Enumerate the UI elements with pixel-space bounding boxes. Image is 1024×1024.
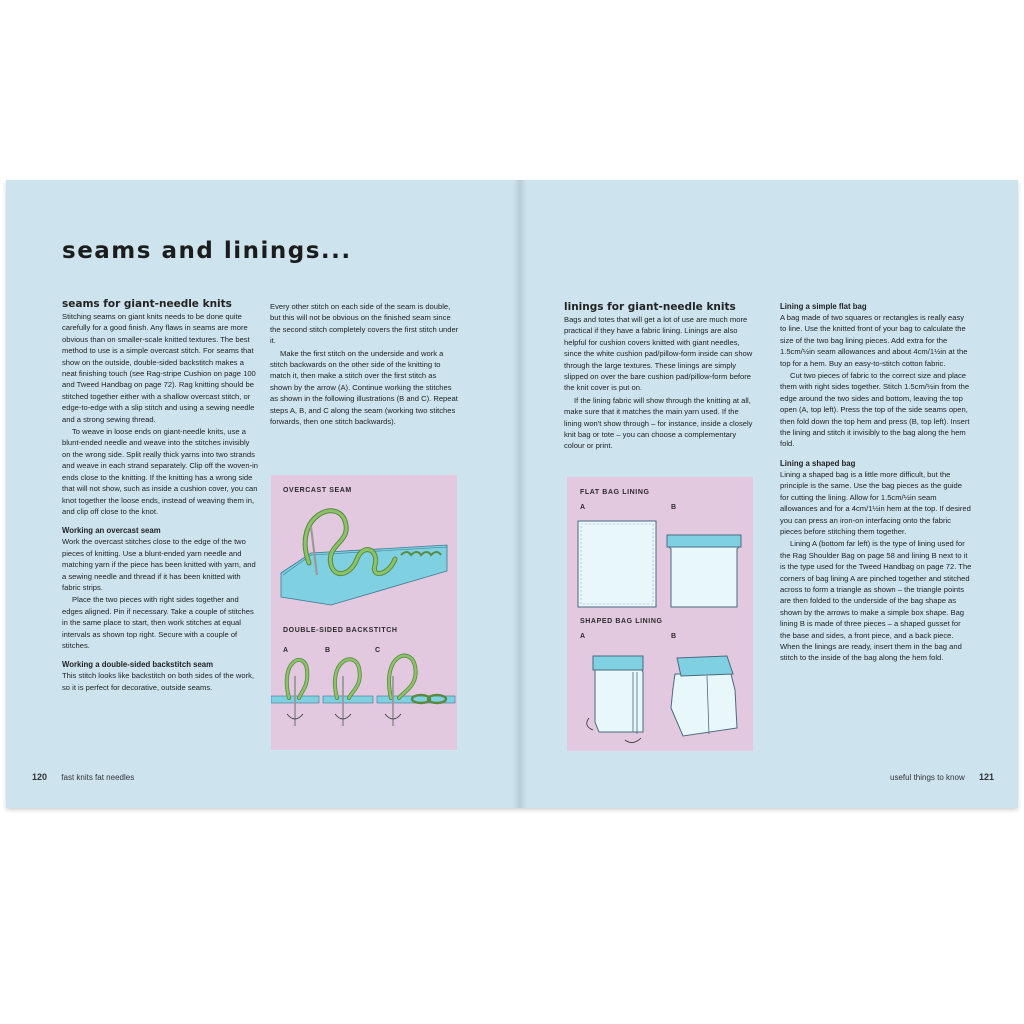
paragraph: If the lining fabric will show through the knitting at all, make sure that it matches the main yarn used. If the lining won't show through – for instance, inside a closely knit bag or tote – you can choose a complementary colour or print. (564, 395, 753, 451)
shaped-bag-illustration (567, 632, 753, 752)
flat-bag-lining-label: FLAT BAG LINING (580, 489, 650, 496)
right-column-1 (564, 301, 754, 452)
left-page (6, 180, 516, 808)
paragraph: Place the two pieces with right sides together and edges aligned. Pin if necessary. Take a couple of stitches in the same place to start, then work stitches at equal intervals as shown top right. Secure with a couple of stitches. (62, 595, 254, 650)
backstitch-illustration (271, 630, 457, 750)
section-heading-linings: linings for giant-needle knits (564, 301, 736, 313)
paragraph: Make the first stitch on the underside and work a stitch backwards on the other side of the knitting to match it, then make a stitch over the first stitch as shown by the arrow (A). Continue working the stitches as shown in the following illustrations (B and C). Repeat steps A, B, and C along the seam (working two stitches forwards, then one stitch backwards). (270, 348, 458, 427)
left-page-number: 120 (32, 772, 48, 782)
paragraph: Work the overcast stitches close to the edge of the two pieces of knitting. Use a blunt-ended yarn needle and matching yarn if the piece has been knitted with yarn, and a sewing needle and thread if it has been knitted with fabric strips. (62, 537, 256, 592)
subheading-overcast: Working an overcast seam (62, 526, 161, 536)
subheading-shaped-bag: Lining a shaped bag (780, 458, 856, 468)
lining-illustration-panel (567, 477, 753, 751)
paragraph: Every other stitch on each side of the seam is double, but this will not be obvious on the finished seam since the second stitch completely covers the first stitch under it. (270, 302, 459, 346)
paragraph: Cut two pieces of fabric to the correct size and place them with right sides together. Stitch 1.5cm/½in from the edge around the two sides and bottom, leaving the top open (A, top left). Press the top of the side seams open, then fold down the top hem and press (B, top left). Insert the lining and stitch it invisibly to the bag along the hem fold. (780, 371, 970, 449)
right-footer (890, 772, 994, 782)
shaped-bag-lining-label: SHAPED BAG LINING (580, 618, 663, 625)
backstitch-label: DOUBLE-SIDED BACKSTITCH (283, 627, 398, 634)
section-heading-seams: seams for giant-needle knits (62, 298, 232, 310)
flat-b-label: B (671, 504, 677, 511)
paragraph: A bag made of two squares or rectangles is really easy to line. Use the knitted front of your bag to calculate the size of the two bag lining pieces. Add extra for the 1.5cm/½in seam allowances and about 4cm/1½in at the top for a hem. Buy an easy-to-stitch cotton fabric. (780, 313, 968, 368)
subheading-flat-bag: Lining a simple flat bag (780, 302, 867, 311)
page-title: seams and linings... (62, 238, 352, 264)
right-running-title: useful things to know (890, 773, 965, 782)
paragraph: Lining A (bottom far left) is the type of lining used for the Rag Shoulder Bag on page 58 and lining B next to it is the type used for the Tweed Handbag on page 72. The corners of bag lining A are pinched together and stitched across to form a triangle as shown – the triangle points are then folded to the underside of the bag shape as shown by the arrows to make a simple box shape. Bag lining B is made of three pieces – a shaped gusset for the base and sides, a front piece, and a back piece. When the linings are ready, insert them in the bag and stitch to the inside of the bag along the hem fold. (780, 539, 972, 663)
left-column-2 (270, 301, 460, 427)
subheading-backstitch: Working a double-sided backstitch seam (62, 660, 214, 670)
step-c-label: C (375, 647, 381, 654)
overcast-seam-label: OVERCAST SEAM (283, 487, 352, 494)
flat-bag-illustration (567, 477, 753, 617)
left-running-title: fast knits fat needles (61, 773, 135, 782)
paragraph: To weave in loose ends on giant-needle knits, use a blunt-ended needle and weave into the stitches invisibly on the wrong side. Split really thick yarns into two strands and weave in each strand separately. Clip off the woven-in ends close to the knitting. If the knitting has a wrong side that will not show, such as inside a cushion cover, you can knot together the loose ends, instead of weaving them in, and clip off close to the knot. (62, 427, 259, 516)
right-column-2 (780, 301, 972, 664)
seam-illustration-panel (271, 475, 457, 750)
shaped-a-label: A (580, 633, 586, 640)
paragraph: Bags and totes that will get a lot of use are much more practical if they have a fabric lining. Linings are also helpful for cushion covers knitted with giant needles, since the white cushion pad/pillow-form inside can show through the large textures. These linings are simply slipped on over the bare cushion pad/pillow-form before the knit cover is put on. (564, 315, 753, 393)
step-a-label: A (283, 647, 289, 654)
left-footer (32, 772, 134, 782)
book-spread (6, 180, 1018, 808)
shaped-b-label: B (671, 633, 677, 640)
step-b-label: B (325, 647, 331, 654)
overcast-seam-illustration (271, 475, 457, 615)
left-column-1 (62, 298, 258, 693)
flat-a-label: A (580, 504, 586, 511)
paragraph: This stitch looks like backstitch on both sides of the work, so it is perfect for decorative, outside seams. (62, 671, 255, 692)
right-page (516, 180, 1018, 808)
paragraph: Stitching seams on giant knits needs to be done quite carefully for a good finish. Any flaws in seams are more obvious than on smaller-scale knitted textures. The best method to use is a simple overcast stitch. For seams that show on the outside, double-sided backstitch makes a neat finishing touch (see Rag-stripe Cushion on page 100 and Tweed Handbag on page 72). Rag knitting should be stitched together either with a shallow overcast stitch, or edge-to-edge with a slip stitch and using a sewing needle and a strong sewing thread. (62, 312, 256, 424)
right-page-number: 121 (978, 772, 994, 782)
paragraph: Lining a shaped bag is a little more difficult, but the principle is the same. Use the bag pieces as the guide for cutting the lining. Allow for 1.5cm/½in seam allowances and for a 4cm/1½in hem at the top. If desired you can press an iron-on interfacing onto the fabric pieces before stitching them together. (780, 469, 971, 536)
